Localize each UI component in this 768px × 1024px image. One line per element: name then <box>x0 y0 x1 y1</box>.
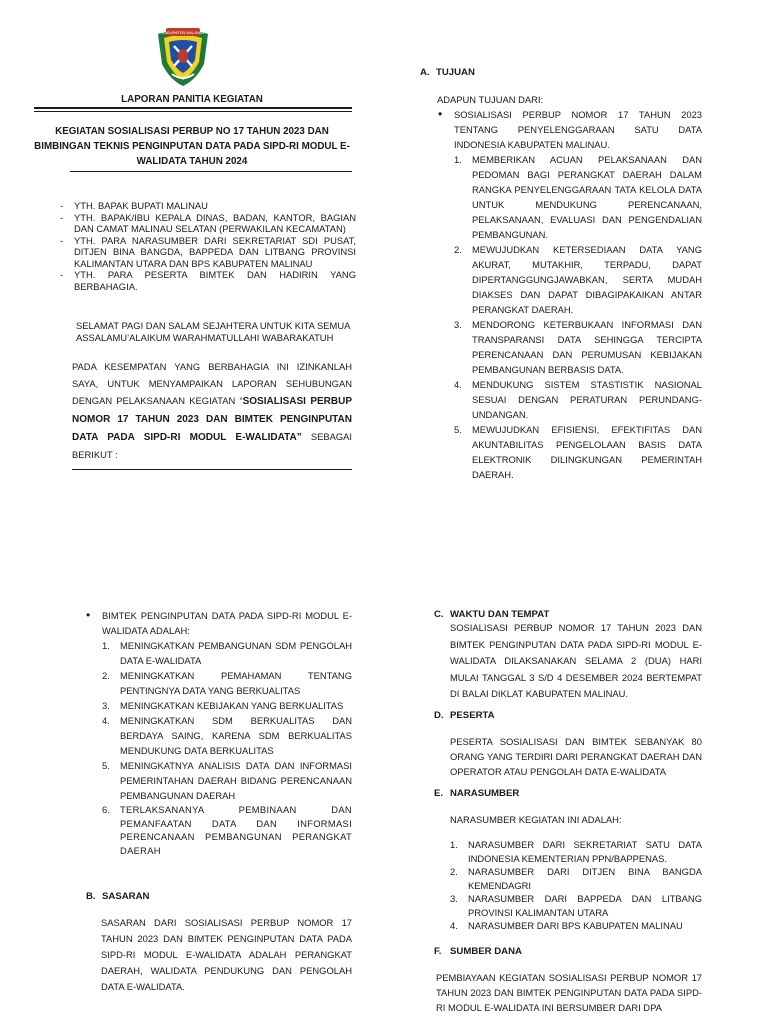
narasumber-list-wrap <box>450 838 702 933</box>
bimtek-list <box>102 638 352 857</box>
list-item: 3. MENDORONG KETERBUKAAN INFORMASI DAN TRANSPARANSI DATA SEHINGGA TERCIPTA PERENCANAAN DAN PERUMUSAN KEBIJAKAN PEMBANGUNAN BERBASIS DATA. <box>454 319 702 375</box>
bimtek-bullet: • BIMTEK PENGINPUTAN DATA PADA SIPD-RI MODUL E-WALIDATA ADALAH: 1. MENINGKATKAN PEMBANGUNAN SDM PENGOLAH DATA E-WALIDATA 2. MENINGKATKAN PEMAHAMAN TENTANG PENTINGNYA DATA YANG BERKUALITAS 3. MENINGKATKAN KEBIJAKAN YANG BERKUALITAS 4. MENINGKATKAN SDM BERKUALITAS DAN BERDAYA SAING, KARENA SDM BERKUALITAS MENDUKUNG DATA BERKUALITAS 5. MENINGKATNYA ANALISIS DATA DAN INFORMASI PEMERINTAHAN DAERAH BIDANG PERENCANAAN PEMBANGUNAN DAERAH 6. TERLAKSANANYA PEMBINAAN DAN PEMANFAATAN DATA DAN INFORMASI PERENCANAAN PEMBANGUNAN PERANGKAT DAERAH <box>84 608 352 857</box>
greeting <box>76 320 356 344</box>
section-d-heading: D. PESERTA <box>434 710 495 721</box>
activity-title-underline <box>70 171 352 172</box>
list-item: 1. MEMBERIKAN ACUAN PELAKSANAAN DAN PEDOMAN BAGI PERANGKAT DAERAH DALAM RANGKA PENYELENGGARAAN TATA KELOLA DATA UNTUK MENDUKUNG PERENCANAAN, PELAKSANAAN, EVALUASI DAN PENGENDALIAN PEMBANGUNAN. <box>454 154 702 240</box>
list-item: 6. TERLAKSANANYA PEMBINAAN DAN PEMANFAATAN DATA DAN INFORMASI PERENCANAAN PEMBANGUNAN PERANGKAT DAERAH <box>102 804 352 856</box>
section-a-heading: A. TUJUAN <box>420 67 475 78</box>
narasumber-list <box>450 838 702 933</box>
intro-text-end: SEBAGAI BERIKUT : <box>72 431 352 460</box>
intro-paragraph <box>72 358 352 463</box>
narasumber-lead: NARASUMBER KEGIATAN INI ADALAH: <box>450 814 622 825</box>
greeting-line-1: SELAMAT PAGI DAN SALAM SEJAHTERA UNTUK KITA SEMUA <box>76 320 351 331</box>
addressee-item: - YTH. PARA PESERTA BIMTEK DAN HADIRIN YANG BERBAHAGIA. <box>60 269 356 292</box>
tujuan-body <box>436 107 702 482</box>
list-item: 1. NARASUMBER DARI SEKRETARIAT SATU DATA INDONESIA KEMENTERIAN PPN/BAPPENAS. <box>450 839 702 864</box>
sumber-dana-text: PEMBIAYAAN KEGIATAN SOSIALISASI PERBUP NOMOR 17 TAHUN 2023 DAN BIMTEK PENGINPUTAN DATA PADA SIPD-RI MODUL E-WALIDATA INI BERSUMBER DARI DPA <box>436 972 702 1013</box>
waktu-text: SOSIALISASI PERBUP NOMOR 17 TAHUN 2023 DAN BIMTEK PENGINPUTAN DATA PADA SIPD-RI MODUL E-WALIDATA DILAKSANAKAN SELAMA 2 (DUA) HARI MULAI TANGGAL 3 S/D 4 DESEMBER 2024 BERTEMPAT DI BALAI DIKLAT KABUPATEN MALINAU. <box>450 622 702 699</box>
peserta-text: PESERTA SOSIALISASI DAN BIMTEK SEBANYAK 80 ORANG YANG TERDIRI DARI PERANGKAT DAERAH DAN OPERATOR ATAU PENGOLAH DATA E-WALIDATA <box>450 736 702 777</box>
addressee-item: - YTH. BAPAK BUPATI MALINAU <box>60 200 356 212</box>
intro-text: PADA KESEMPATAN YANG BERBAHAGIA INI IZINKANLAH SAYA, UNTUK MENYAMPAIKAN LAPORAN SEHUBUNGAN DENGAN PELAKSANAAN KEGIATAN “ <box>72 361 352 406</box>
list-item: 2. MENINGKATKAN PEMAHAMAN TENTANG PENTINGNYA DATA YANG BERKUALITAS <box>102 670 352 696</box>
addressee-item: - YTH. BAPAK/IBU KEPALA DINAS, BADAN, KANTOR, BAGIAN DAN CAMAT MALINAU SELATAN (PERWAKILAN KECAMATAN) <box>60 212 356 235</box>
list-item: 2. NARASUMBER DARI DITJEN BINA BANGDA KEMENDAGRI <box>450 866 702 891</box>
list-item: 4. MENINGKATKAN SDM BERKUALITAS DAN BERDAYA SAING, KARENA SDM BERKUALITAS MENDUKUNG DATA BERKUALITAS <box>102 715 352 756</box>
activity-title: KEGIATAN SOSIALISASI PERBUP NO 17 TAHUN 2023 DAN BIMBINGAN TEKNIS PENGINPUTAN DATA PADA SIPD-RI MODUL E-WALIDATA TAHUN 2024 <box>34 126 350 167</box>
list-item: 2. MEWUJUDKAN KETERSEDIAAN DATA YANG AKURAT, MUTAKHIR, TERPADU, DAPAT DIPERTANGGUNGJAWABKAN, SERTA MUDAH DIAKSES DAN DAPAT DIBAGIPAKAIKAN ANTAR PERANGKAT DAERAH. <box>454 244 702 315</box>
section-b-heading: B. SASARAN <box>86 891 150 902</box>
sasaran-text: SASARAN DARI SOSIALISASI PERBUP NOMOR 17 TAHUN 2023 DAN BIMTEK PENGINPUTAN DATA PADA SIPD-RI MODUL E-WALIDATA ADALAH PERANGKAT DAERAH, WALIDATA PENDUKUNG DAN PENGOLAH DATA E-WALIDATA. <box>101 917 352 992</box>
tujuan-lead: ADAPUN TUJUAN DARI: <box>437 94 544 105</box>
section-c-heading: C. WAKTU DAN TEMPAT <box>434 609 550 620</box>
addressee-list <box>60 200 356 292</box>
intro-activity-name: SOSIALISASI PERBUP NOMOR 17 TAHUN 2023 DAN BIMTEK PENGINPUTAN DATA PADA SIPD-RI MODUL E-WALIDATA” <box>72 396 352 443</box>
title-double-rule-top <box>34 107 352 109</box>
list-item: 4. NARASUMBER DARI BPS KABUPATEN MALINAU <box>450 920 683 931</box>
tujuan-bullet: • SOSIALISASI PERBUP NOMOR 17 TAHUN 2023 TENTANG PENYELENGGARAAN SATU DATA INDONESIA KABUPATEN MALINAU. 1. MEMBERIKAN ACUAN PELAKSANAAN DAN PEDOMAN BAGI PERANGKAT DAERAH DALAM RANGKA PENYELENGGARAAN TATA KELOLA DATA UNTUK MENDUKUNG PERENCANAAN, PELAKSANAAN, EVALUASI DAN PENGENDALIAN PEMBANGUNAN. 2. MEWUJUDKAN KETERSEDIAAN DATA YANG AKURAT, MUTAKHIR, TERPADU, DAPAT DIPERTANGGUNGJAWABKAN, SERTA MUDAH DIAKSES DAN DAPAT DIBAGIPAKAIKAN ANTAR PERANGKAT DAERAH. 3. MENDORONG KETERBUKAAN INFORMASI DAN TRANSPARANSI DATA SEHINGGA TERCIPTA PERENCANAAN DAN PERUMUSAN KEBIJAKAN PEMBANGUNAN BERBASIS DATA. 4. MENDUKUNG SISTEM STASTISTIK NASIONAL SESUAI DENGAN PERATURAN PERUNDANG-UNDANGAN. 5. MEWUJUDKAN EFISIENSI, EFEKTIFITAS DAN AKUNTABILITAS PENGELOLAAN BASIS DATA ELEKTRONIK DILINGKUNGAN PEMERINTAH DAERAH. <box>436 107 702 482</box>
addressee-item: - YTH. PARA NARASUMBER DARI SEKRETARIAT SDI PUSAT, DITJEN BINA BANGDA, BAPPEDA DAN LITBANG PROVINSI KALIMANTAN UTARA DAN BPS KABUPATEN MALINAU <box>60 235 356 270</box>
bimtek-body <box>84 608 352 857</box>
svg-text:KABUPATEN MALINAU: KABUPATEN MALINAU <box>161 30 205 35</box>
list-item: 5. MEWUJUDKAN EFISIENSI, EFEKTIFITAS DAN AKUNTABILITAS PENGELOLAAN BASIS DATA ELEKTRONIK DILINGKUNGAN PEMERINTAH DAERAH. <box>454 424 702 480</box>
section-f-heading: F. SUMBER DANA <box>434 946 522 957</box>
intro-underline <box>72 469 352 470</box>
list-item: 5. MENINGKATNYA ANALISIS DATA DAN INFORMASI PEMERINTAHAN DAERAH BIDANG PERENCANAAN PEMBANGUNAN DAERAH <box>102 760 352 801</box>
report-title: LAPORAN PANITIA KEGIATAN <box>121 94 263 105</box>
section-e-heading: E. NARASUMBER <box>434 788 520 799</box>
title-double-rule-bottom <box>34 111 352 112</box>
list-item: 3. NARASUMBER DARI BAPPEDA DAN LITBANG PROVINSI KALIMANTAN UTARA <box>450 893 702 918</box>
regency-emblem <box>152 20 214 90</box>
tujuan-list <box>454 152 702 482</box>
list-item: 1. MENINGKATKAN PEMBANGUNAN SDM PENGOLAH DATA E-WALIDATA <box>102 640 352 666</box>
list-item: 3. MENINGKATKAN KEBIJAKAN YANG BERKUALITAS <box>102 700 344 711</box>
list-item: 4. MENDUKUNG SISTEM STASTISTIK NASIONAL SESUAI DENGAN PERATURAN PERUNDANG-UNDANGAN. <box>454 379 702 420</box>
greeting-line-2: ASSALAMU’ALAIKUM WARAHMATULLAHI WABARAKATUH <box>76 332 334 343</box>
